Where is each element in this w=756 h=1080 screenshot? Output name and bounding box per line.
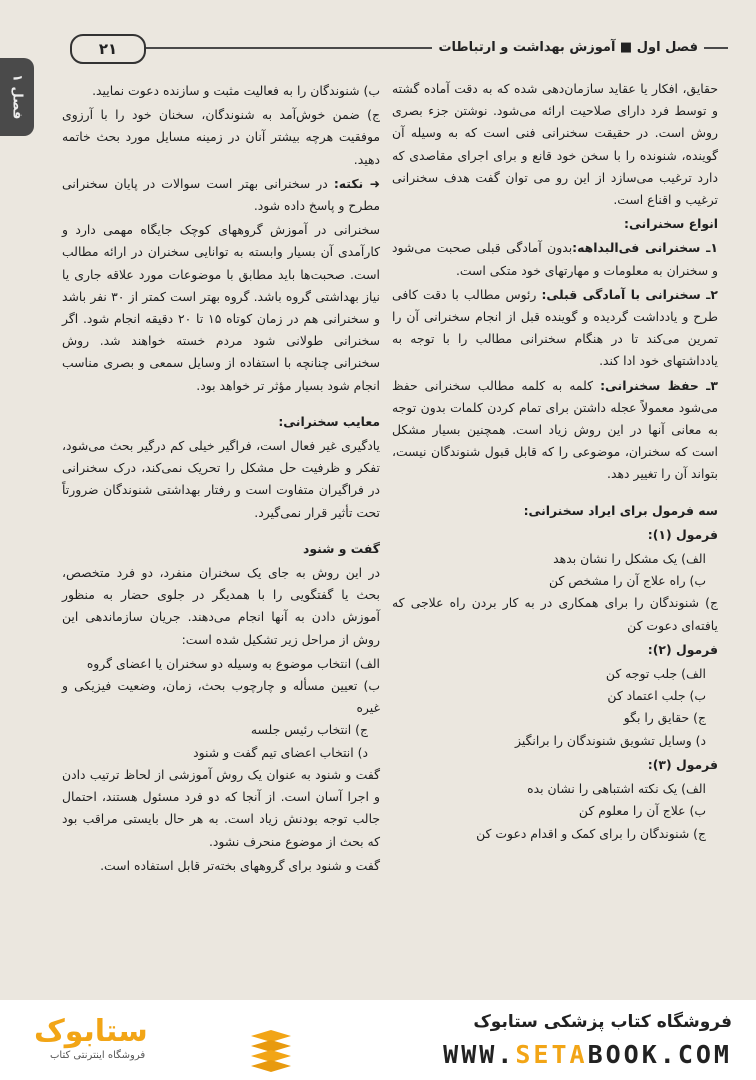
left-column <box>62 80 380 879</box>
groups-paragraph: سخنرانی در آموزش گروههای کوچک جایگاه مهمی دارد و کارآمدی آن بسیار وابسته به توانایی سخنران در ارائه مطالب است. صحبت‌ها باید مطابق با موضوعات مورد علاقه جاری یا نیاز بهداشتی گروه باشد. گروه بهتر است کمتر از ۳۰ نفر باشد و سخنرانی هم در زمان کوتاه ۱۵ تا ۲۰ دقیقه انجام شود. اگر سخنرانی طولانی شود مردم خسته خواهند شد. روش سخنرانی چنانچه با استفاده از وسایل سمعی و بصری مناسب انجام شود بسیار مؤثر تر خواهد بود. <box>62 222 380 393</box>
store-brand: ستابوک <box>34 1014 148 1049</box>
url-suffix: BOOK.COM <box>587 1040 732 1069</box>
formula1-heading: فرمول (۱): <box>647 526 718 542</box>
dialogue-paragraph: در این روش به جای یک سخنران منفرد، دو فرد متخصص، بحث یا گفتگویی را با همدیگر در جلوی حضار به منظور آموزش دادن به آنها انجام می‌دهند. جریان سازماندهی این روش از مراحل زیر تشکیل شده است: <box>62 565 380 647</box>
running-header-title: فصل اول ■ آموزش بهداشت و ارتباطات <box>432 40 704 55</box>
store-url[interactable] <box>443 1040 732 1069</box>
chapter-tab <box>0 58 34 136</box>
disadvantages-paragraph: یادگیری غیر فعال است، فراگیر خیلی کم درگیر بحث می‌شود، تفکر و ظرفیت حل مشکل را تحریک نمی‌کند، درک سخنرانی در فراگیران متفاوت است و رفتار بهداشتی شنوندگان ضرورتاً تحت تأثیر قرار نمی‌گیرد. <box>62 438 380 520</box>
stage-item: الف) انتخاب موضوع به وسیله دو سخنران یا اعضای گروه <box>86 655 380 671</box>
formula2-item: الف) جلب توجه کن <box>605 666 706 682</box>
formula3-item: ب) علاج آن را معلوم کن <box>578 803 706 819</box>
note-text: در سخنرانی بهتر است سوالات در پایان سخنرانی مطرح و پاسخ داده شود. <box>62 175 380 214</box>
note-paragraph <box>62 173 380 217</box>
chapter-tab-label: فصل ۱ <box>9 74 25 120</box>
cutoff-line: گفت و شنود برای گروههای بخته‌تر قابل استفاده است. <box>100 857 380 873</box>
stage-item: ج) انتخاب رئیس جلسه <box>250 722 368 738</box>
formula2-item: ج) حقایق را بگو <box>623 710 706 726</box>
list-item-c: ج) ضمن خوش‌آمد به شنوندگان، سخنان خود را با آرزوی موفقیت هرچه بیشتر آنان در زمینه مسایل مورد بحث خاتمه دهید. <box>62 107 380 167</box>
page-number-badge <box>70 34 146 64</box>
page-number: ۲۱ <box>98 40 118 58</box>
dialogue-heading: گفت و شنود <box>303 540 380 556</box>
book-stack-icon <box>246 1026 296 1076</box>
intro-paragraph: حقایق، افکار یا عقاید سازمان‌دهی شده که به دقت آماده گشته و توسط فرد دارای صلاحیت ارائه می‌شود. نوشتن جزء بصری روش است. در حقیقت سخنرانی فنی است که به وسیله آن گوینده، شنونده را با سخن خود قانع و برای اجرای مقاصدی که دارد ترغیب می‌سازد از این رو می توان گفت هدف سخنرانی ترغیب و اقناع است. <box>392 81 718 208</box>
note-label: ➜ نکته: <box>333 175 380 191</box>
stage-item: ب) تعیین مسأله و چارچوب بحث، زمان، وضعیت فیزیکی و غیره <box>62 678 380 716</box>
store-footer <box>0 1000 756 1080</box>
formula1-item: الف) یک مشکل را نشان بدهد <box>553 551 706 567</box>
disadvantages-heading: معایب سخنرانی: <box>278 413 380 429</box>
formula1-item: ج) شنوندگان را برای همکاری در به کار بردن راه علاجی که یافته‌ای دعوت کن <box>392 595 718 633</box>
store-name: فروشگاه کتاب پزشکی ستابوک <box>473 1012 732 1032</box>
url-highlight: SETA <box>515 1040 588 1069</box>
formula2-heading: فرمول (۲): <box>647 641 718 657</box>
url-prefix: WWW. <box>443 1040 516 1069</box>
formula1-item: ب) راه علاج آن را مشخص کن <box>548 573 706 589</box>
store-brand-subtitle: فروشگاه اینترنتی کتاب <box>50 1050 146 1061</box>
right-column <box>392 78 718 845</box>
formulas-heading: سه فرمول برای ایراد سخنرانی: <box>523 502 718 518</box>
formula2-item: ب) جلب اعتماد کن <box>607 688 706 704</box>
closing-paragraph: گفت و شنود به عنوان یک روش آموزشی از لحاظ ترتیب دادن و اجرا آسان است. از آنجا که دو فرد مسئول هستند، احتمال جالب توجه بودنش زیاد است. به هر حال بایستی مراقب بود که بحث از موضوع منحرف نشود. <box>62 766 380 849</box>
list-item-b: ب) شنوندگان را به فعالیت مثبت و سازنده دعوت نمایید. <box>92 83 380 98</box>
type1-text: بدون آمادگی قبلی صحبت می‌شود و سخنران به معلومات و مهارتهای خود متکی است. <box>392 240 718 278</box>
formula3-item: الف) یک نکته اشتباهی را نشان بده <box>527 781 706 797</box>
type2-text: رئوس مطالب با دقت کافی طرح و یادداشت گردیده و گوینده قبل از انجام سخنرانی آن را تمرین می‌کند تا در هنگام سخنرانی مطالب را با توجه به یادداشتهای خود ادا کند. <box>392 286 718 369</box>
stage-item: د) انتخاب اعضای تیم گفت و شنود <box>193 744 368 760</box>
types-heading: انواع سخنرانی: <box>624 216 718 232</box>
formula2-item: د) وسایل تشویق شنوندگان را برانگیز <box>515 732 706 748</box>
type2-paragraph <box>392 284 718 373</box>
type2-label: ۲ـ سخنرانی با آمادگی قبلی: <box>541 286 718 302</box>
type3-paragraph <box>392 375 718 486</box>
type1-paragraph <box>392 237 718 281</box>
formula3-heading: فرمول (۳): <box>647 756 718 772</box>
type3-label: ۳ـ حفظ سخنرانی: <box>600 377 718 393</box>
type1-label: ۱ـ سخنرانی فی‌البداهه: <box>572 240 718 256</box>
formula3-item: ج) شنوندگان را برای کمک و اقدام دعوت کن <box>476 825 706 841</box>
type3-text: کلمه به کلمه مطالب سخنرانی حفظ می‌شود معمولاً عجله داشتن برای تمام کردن کلمات بدون توجه به معانی آنها در این روش زیاد است. همچنین بسیار مشکل است که سخنران، موضوعی را که قابل قبول شنوندگان نیست، بتواند آن را تغییر دهد. <box>392 377 718 482</box>
